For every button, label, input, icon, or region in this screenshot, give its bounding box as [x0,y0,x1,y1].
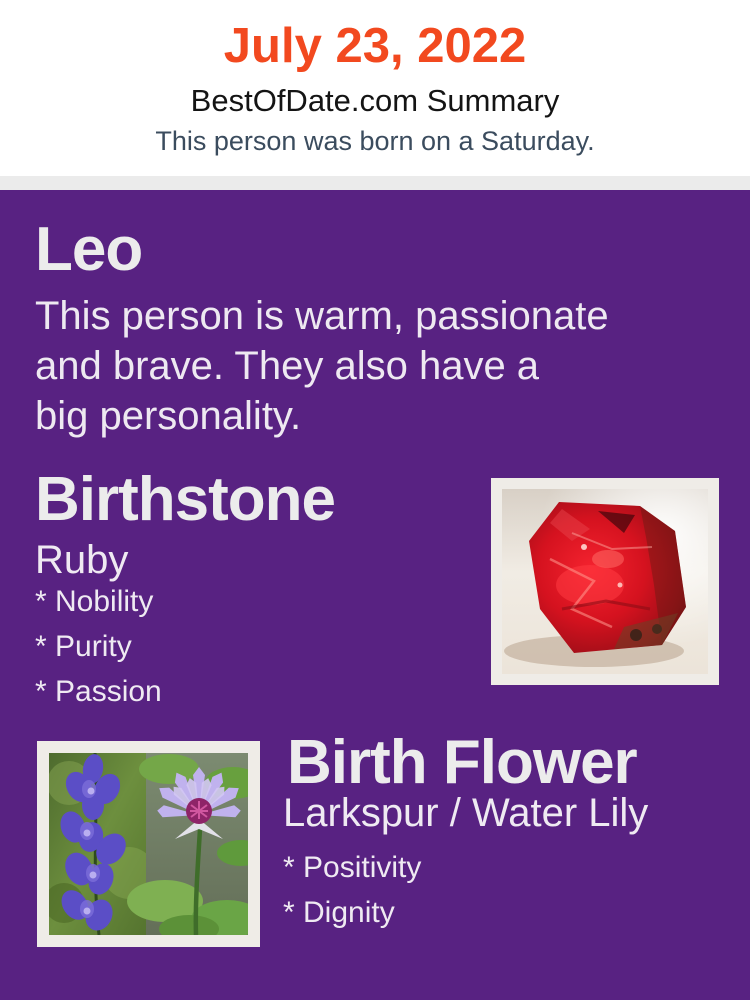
birthstone-trait: * Purity [35,630,132,663]
header [0,0,750,176]
header-divider [0,176,750,190]
flower-photo [37,741,260,947]
birth-flower-trait-list [283,853,421,943]
birthstone-name: Ruby [35,538,129,582]
site-summary: BestOfDate.com Summary [190,83,560,118]
zodiac-description-line: This person is warm, passionate [35,294,609,338]
larkspur-waterlily-illustration [49,753,248,935]
birth-flower-name: Larkspur / Water Lily [283,791,649,835]
birth-flower-heading: Birth Flower [287,728,637,797]
birthstone-heading: Birthstone [35,465,335,534]
ruby-photo [491,478,719,685]
ruby-gem-illustration [502,489,708,674]
birthstone-trait: * Passion [35,675,162,708]
zodiac-description-line: and brave. They also have a [35,344,540,388]
zodiac-description [35,291,715,441]
zodiac-sign-title: Leo [35,215,143,284]
zodiac-description-line: big personality. [35,394,302,438]
birthstone-trait-list [35,587,162,722]
birth-day-note: This person was born on a Saturday. [155,126,595,156]
birth-flower-trait: * Positivity [283,851,422,884]
birthstone-trait: * Nobility [35,585,154,618]
date-title: July 23, 2022 [223,19,527,73]
birth-flower-trait: * Dignity [283,896,395,929]
